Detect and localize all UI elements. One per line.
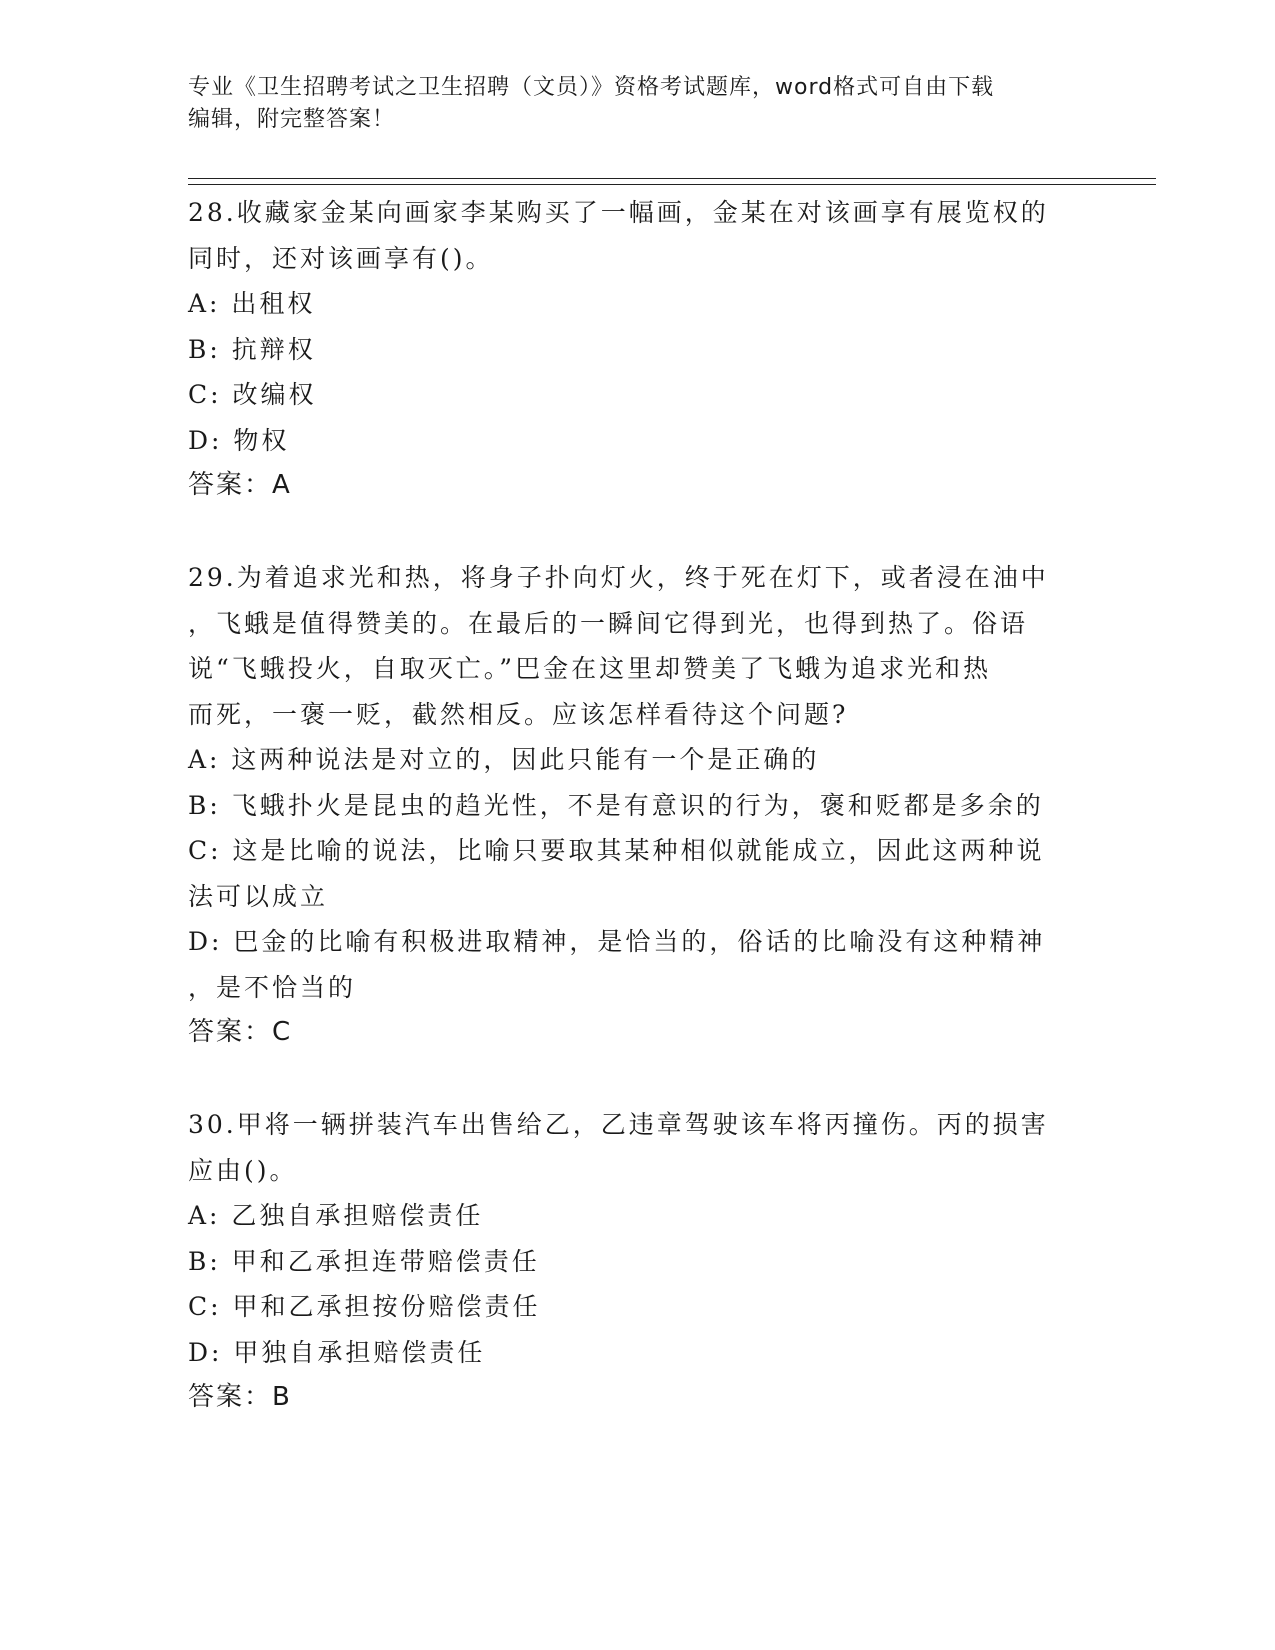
question-stem-line: 同时，还对该画享有()。 [188, 243, 494, 273]
option-d: D: 甲独自承担赔偿责任 [188, 1337, 486, 1367]
header-divider-top [188, 178, 1156, 179]
answer-line: 答案：B [188, 1382, 292, 1412]
option-a: A: 这两种说法是对立的，因此只能有一个是正确的 [188, 745, 820, 774]
option-a: A: 出租权 [188, 289, 316, 318]
header-divider-bottom [188, 184, 1156, 185]
option-c: C: 这是比喻的说法，比喻只要取其某种相似就能成立，因此这两种说 [188, 836, 1045, 865]
option-d: D: 物权 [188, 425, 290, 455]
document-header [188, 72, 1088, 136]
header-line-2: 编辑，附完整答案！ [188, 107, 396, 132]
option-c-continued: 法可以成立 [188, 881, 329, 911]
option-d-continued: ，是不恰当的 [188, 972, 357, 1002]
option-c: C: 改编权 [188, 380, 317, 409]
option-b: B: 甲和乙承担连带赔偿责任 [188, 1246, 540, 1276]
question-stem-line: 说“飞蛾投火，自取灭亡。”巴金在这里却赞美了飞蛾为追求光和热 [188, 654, 992, 683]
option-a: A: 乙独自承担赔偿责任 [188, 1201, 484, 1230]
question-stem-line: 而死，一褒一贬，截然相反。应该怎样看待这个问题? [188, 699, 849, 729]
header-line-1: 专业《卫生招聘考试之卫生招聘（文员）》资格考试题库，word格式可自由下载 [188, 75, 995, 100]
question-stem-line: 29.为着追求光和热，将身子扑向灯火，终于死在灯下，或者浸在油中 [188, 563, 1049, 592]
option-b: B: 飞蛾扑火是昆虫的趋光性，不是有意识的行为，褒和贬都是多余的 [188, 790, 1044, 820]
option-d: D: 巴金的比喻有积极进取精神，是恰当的，俗话的比喻没有这种精神 [188, 927, 1046, 956]
question-29 [188, 555, 1088, 1056]
option-c: C: 甲和乙承担按份赔偿责任 [188, 1292, 541, 1321]
question-stem-line: ，飞蛾是值得赞美的。在最后的一瞬间它得到光，也得到热了。俗语 [188, 608, 1029, 638]
question-30 [188, 1102, 1088, 1421]
question-28 [188, 190, 1088, 509]
answer-line: 答案：A [188, 470, 292, 500]
option-b: B: 抗辩权 [188, 334, 316, 364]
question-stem-line: 应由()。 [188, 1155, 298, 1185]
answer-line: 答案：C [188, 1017, 293, 1047]
question-stem-line: 28.收藏家金某向画家李某购买了一幅画，金某在对该画享有展览权的 [188, 198, 1049, 227]
question-stem-line: 30.甲将一辆拼装汽车出售给乙，乙违章驾驶该车将丙撞伤。丙的损害 [188, 1110, 1049, 1139]
